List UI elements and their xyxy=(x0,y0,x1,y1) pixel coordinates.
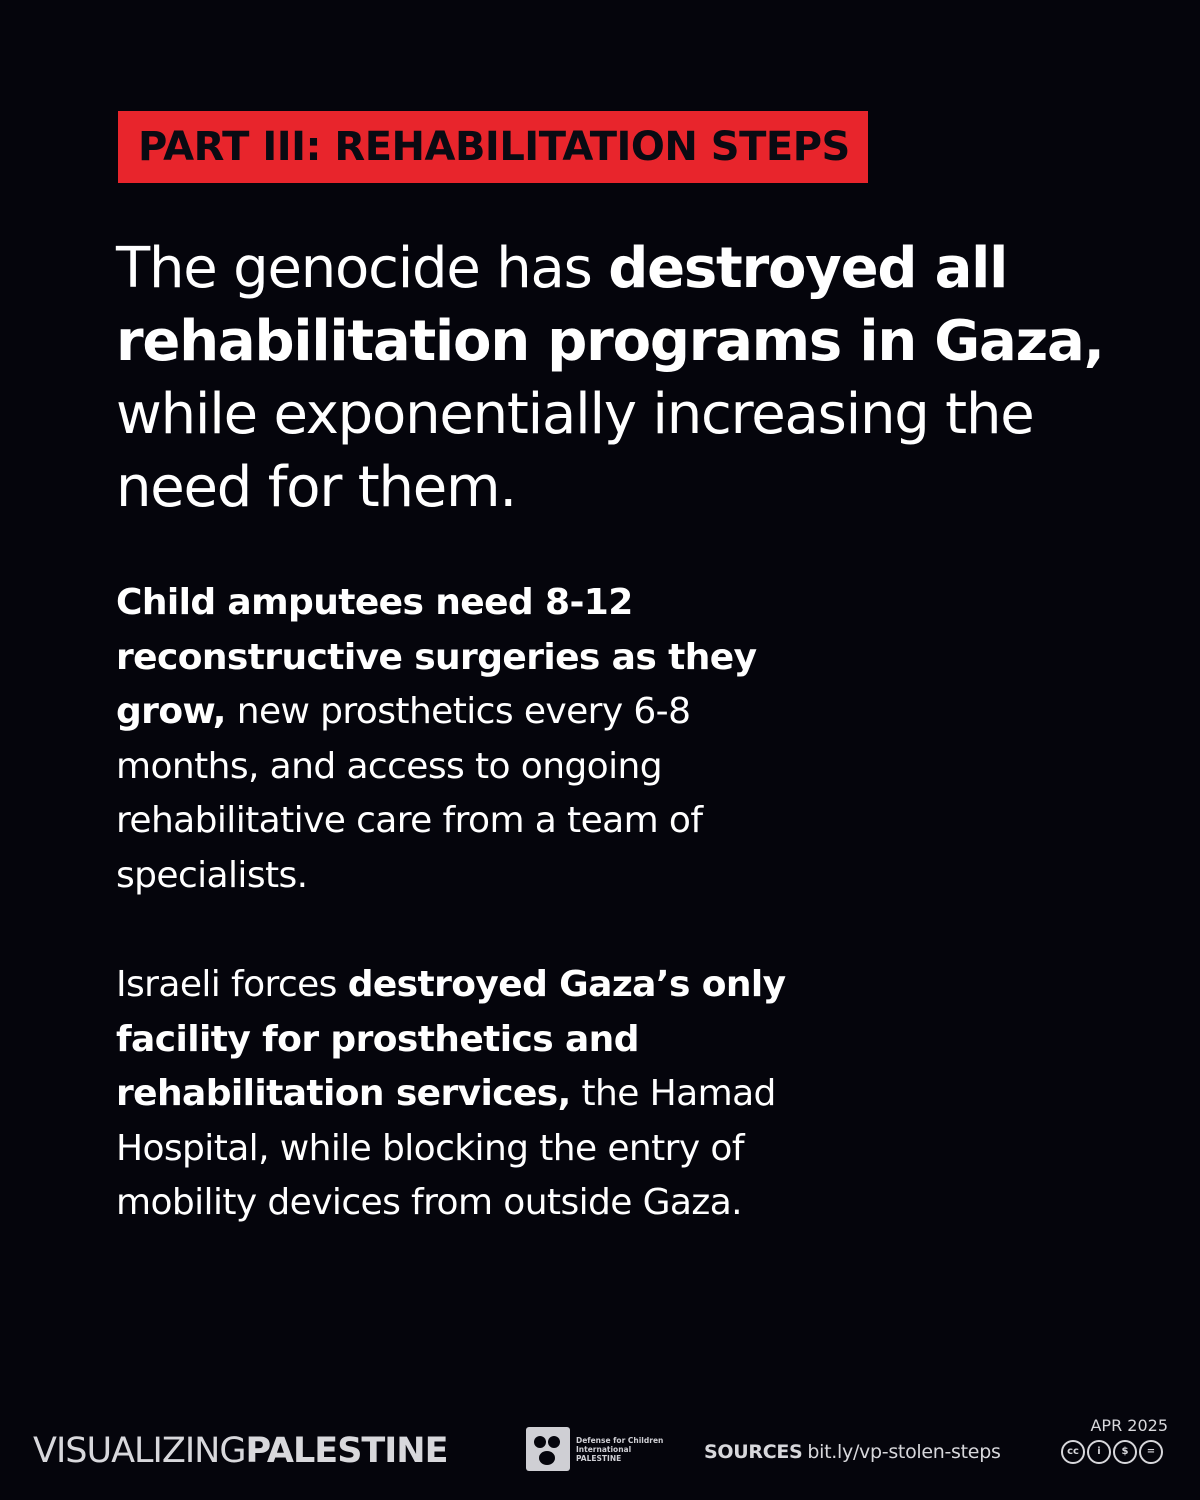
partner-logo-text xyxy=(576,1436,663,1463)
partner-line: PALESTINE xyxy=(576,1453,622,1463)
license-badges xyxy=(1061,1440,1163,1464)
paragraph-amputees-text: new prosthetics every 6-8 months, and access to ongoing rehabilitative care from a team of specialists. xyxy=(116,691,703,896)
partner-line: Defense for Children xyxy=(576,1435,664,1445)
nd-icon: = xyxy=(1139,1440,1163,1464)
by-icon: i xyxy=(1087,1440,1111,1464)
sources xyxy=(704,1438,1001,1466)
paragraph-facility-emphasis: destroyed Gaza’s only facility for prosthetics and rehabilitation services, xyxy=(116,964,786,1114)
partner-logo-icon xyxy=(526,1427,570,1471)
cc-icon: cc xyxy=(1061,1440,1085,1464)
partner-logo xyxy=(526,1426,676,1472)
paragraph-facility-lead: Israeli forces xyxy=(116,964,348,1005)
sources-link[interactable]: bit.ly/vp-stolen-steps xyxy=(807,1441,1001,1463)
publication-date: APR 2025 xyxy=(1090,1416,1168,1435)
paragraph-amputees-emphasis: Child amputees need 8-12 reconstructive surgeries as they grow, xyxy=(116,582,757,732)
headline-text: The genocide has xyxy=(116,236,609,301)
sources-label: SOURCES xyxy=(704,1441,803,1463)
section-tag: PART III: REHABILITATION STEPS xyxy=(118,111,868,183)
headline-emphasis: destroyed all rehabilitation programs in Gaza, xyxy=(116,236,1104,374)
footer xyxy=(0,1410,1200,1500)
paragraph-facility-text: the Hamad Hospital, while blocking the entry of mobility devices from outside Gaza. xyxy=(116,1073,776,1223)
brand-logo xyxy=(33,1427,448,1475)
paragraph-facility xyxy=(116,958,836,1231)
partner-line: International xyxy=(576,1444,632,1454)
paragraph-amputees xyxy=(116,576,836,903)
headline xyxy=(116,232,1106,524)
nc-icon: $ xyxy=(1113,1440,1137,1464)
brand-logo-bold: PALESTINE xyxy=(245,1431,448,1471)
brand-logo-light: VISUALIZING xyxy=(33,1431,246,1471)
headline-text-end: while exponentially increasing the need for them. xyxy=(116,382,1034,520)
